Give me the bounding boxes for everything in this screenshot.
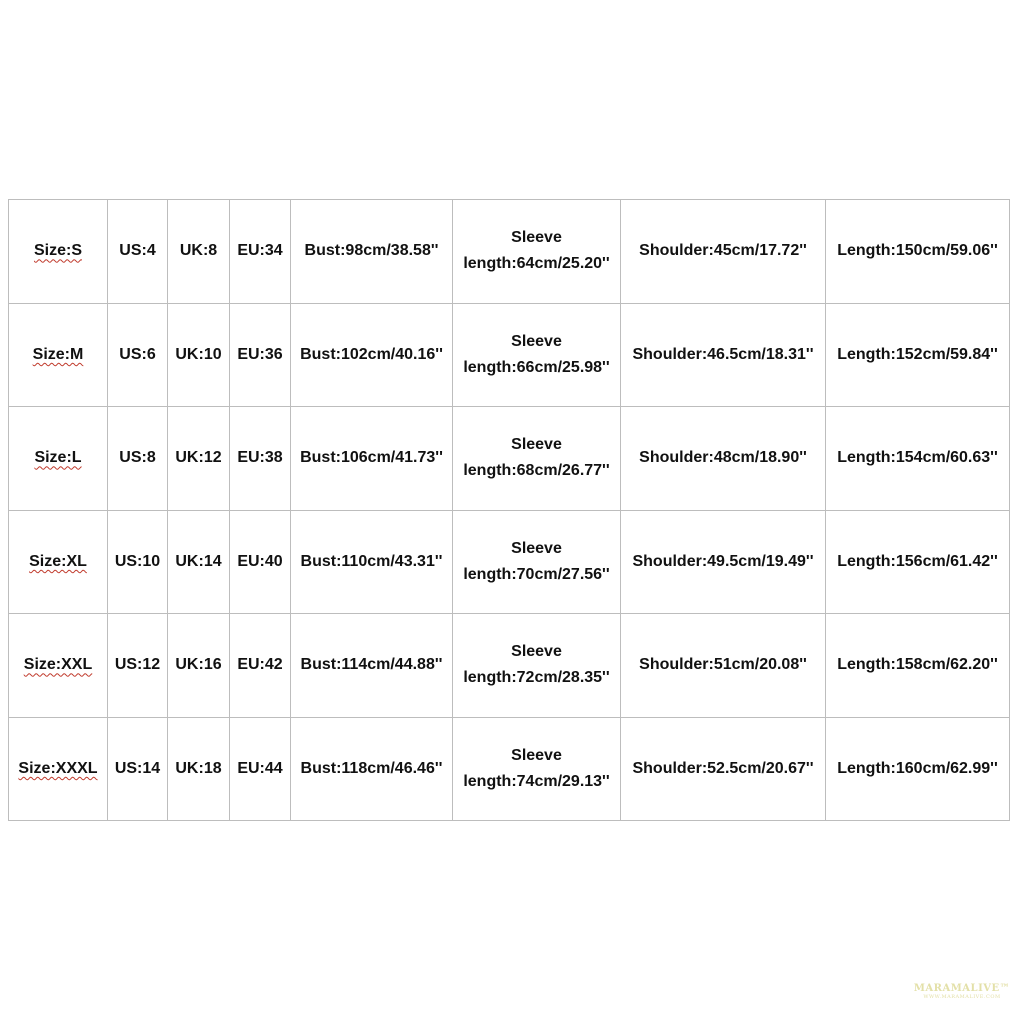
table-row	[9, 407, 1010, 511]
shoulder-cell: Shoulder:49.5cm/19.49''	[621, 510, 826, 614]
length-cell: Length:152cm/59.84''	[826, 303, 1010, 407]
shoulder-cell: Shoulder:48cm/18.90''	[621, 407, 826, 511]
size-label: Size:S	[33, 242, 82, 260]
watermark-domain: WWW.MARAMALIVE.COM	[923, 994, 1001, 1000]
eu-size-cell: EU:40	[230, 510, 291, 614]
eu-size-cell: EU:38	[230, 407, 291, 511]
uk-size-cell: UK:16	[168, 614, 230, 718]
sleeve-label: Sleeve	[511, 229, 562, 247]
sleeve-value: length:68cm/26.77''	[463, 462, 610, 480]
table-row	[9, 303, 1010, 407]
bust-cell: Bust:118cm/46.46''	[291, 717, 453, 821]
size-cell	[9, 303, 108, 407]
uk-size-cell: UK:10	[168, 303, 230, 407]
table-row	[9, 200, 1010, 304]
size-label: Size:M	[32, 345, 84, 363]
shoulder-cell: Shoulder:46.5cm/18.31''	[621, 303, 826, 407]
us-size-cell: US:4	[108, 200, 168, 304]
sleeve-value: length:74cm/29.13''	[463, 772, 610, 790]
sleeve-value: length:70cm/27.56''	[463, 565, 610, 583]
sleeve-length-cell	[453, 510, 621, 614]
us-size-cell: US:10	[108, 510, 168, 614]
bust-cell: Bust:102cm/40.16''	[291, 303, 453, 407]
sleeve-length-cell	[453, 614, 621, 718]
table-row	[9, 510, 1010, 614]
uk-size-cell: UK:8	[168, 200, 230, 304]
size-label: Size:L	[34, 449, 82, 467]
us-size-cell: US:12	[108, 614, 168, 718]
sleeve-label: Sleeve	[511, 539, 562, 557]
bust-cell: Bust:110cm/43.31''	[291, 510, 453, 614]
shoulder-cell: Shoulder:45cm/17.72''	[621, 200, 826, 304]
sleeve-length-cell	[453, 303, 621, 407]
sleeve-value: length:64cm/25.20''	[463, 255, 610, 273]
eu-size-cell: EU:42	[230, 614, 291, 718]
uk-size-cell: UK:14	[168, 510, 230, 614]
size-label: Size:XL	[29, 552, 87, 570]
us-size-cell: US:14	[108, 717, 168, 821]
uk-size-cell: UK:18	[168, 717, 230, 821]
brand-watermark	[912, 984, 1012, 1000]
us-size-cell: US:6	[108, 303, 168, 407]
length-cell: Length:156cm/61.42''	[826, 510, 1010, 614]
bust-cell: Bust:106cm/41.73''	[291, 407, 453, 511]
size-cell	[9, 200, 108, 304]
sleeve-label: Sleeve	[511, 746, 562, 764]
size-cell	[9, 717, 108, 821]
sleeve-length-cell	[453, 407, 621, 511]
shoulder-cell: Shoulder:51cm/20.08''	[621, 614, 826, 718]
sleeve-label: Sleeve	[511, 436, 562, 454]
uk-size-cell: UK:12	[168, 407, 230, 511]
length-cell: Length:158cm/62.20''	[826, 614, 1010, 718]
sleeve-value: length:72cm/28.35''	[463, 669, 610, 687]
size-chart-body	[9, 200, 1010, 821]
table-row	[9, 717, 1010, 821]
eu-size-cell: EU:44	[230, 717, 291, 821]
sleeve-value: length:66cm/25.98''	[463, 358, 610, 376]
shoulder-cell: Shoulder:52.5cm/20.67''	[621, 717, 826, 821]
sleeve-label: Sleeve	[511, 643, 562, 661]
bust-cell: Bust:114cm/44.88''	[291, 614, 453, 718]
sleeve-length-cell	[453, 200, 621, 304]
table-row	[9, 614, 1010, 718]
size-cell	[9, 614, 108, 718]
us-size-cell: US:8	[108, 407, 168, 511]
size-cell	[9, 407, 108, 511]
sleeve-label: Sleeve	[511, 332, 562, 350]
eu-size-cell: EU:36	[230, 303, 291, 407]
size-chart-table	[8, 199, 1010, 821]
length-cell: Length:160cm/62.99''	[826, 717, 1010, 821]
length-cell: Length:154cm/60.63''	[826, 407, 1010, 511]
size-label: Size:XXL	[23, 656, 93, 674]
bust-cell: Bust:98cm/38.58''	[291, 200, 453, 304]
eu-size-cell: EU:34	[230, 200, 291, 304]
sleeve-length-cell	[453, 717, 621, 821]
length-cell: Length:150cm/59.06''	[826, 200, 1010, 304]
size-cell	[9, 510, 108, 614]
size-label: Size:XXXL	[18, 759, 98, 777]
watermark-brand: MARAMALIVE™	[913, 983, 1011, 994]
